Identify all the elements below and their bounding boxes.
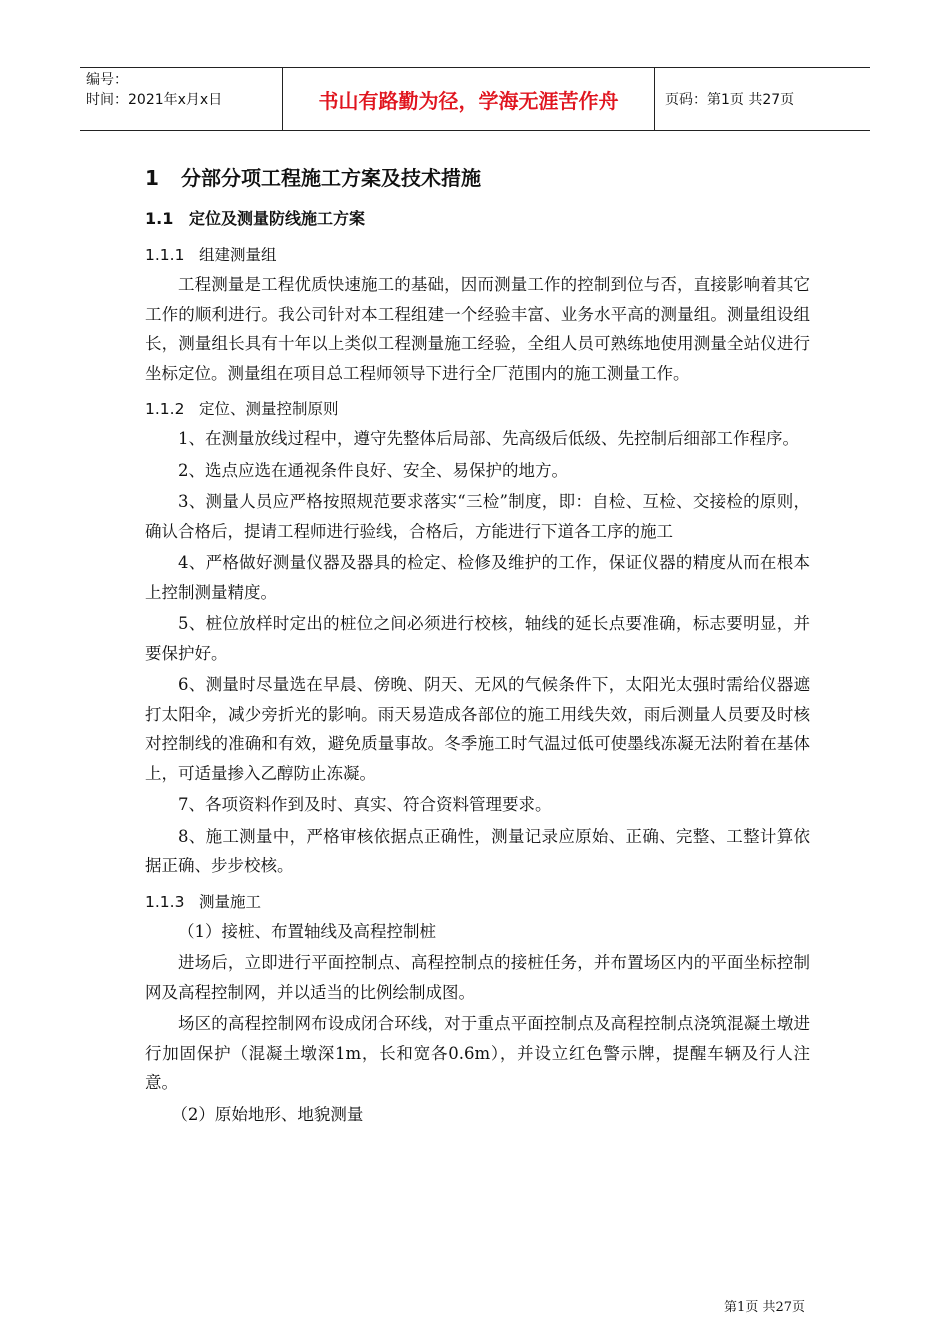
section-title: 定位、测量控制原则 xyxy=(199,400,339,418)
page-footer: 第1页 共27页 xyxy=(724,1300,805,1315)
principle-item: 1、在测量放线过程中，遵守先整体后局部、先高级后低级、先控制后细部工作程序。 xyxy=(178,429,799,448)
page-header xyxy=(80,67,870,131)
principle-item: 7、各项资料作到及时、真实、符合资料管理要求。 xyxy=(178,795,552,814)
header-page-number: 页码：第1页 共27页 xyxy=(665,92,795,108)
paragraph: 进场后，立即进行平面控制点、高程控制点的接桩任务，并布置场区内的平面坐标控制网及高程控制网，并以适当的比例绘制成图。 xyxy=(145,953,810,1002)
heading-level-1 xyxy=(145,160,810,196)
header-motto: 书山有路勤为径，学海无涯苦作舟 xyxy=(282,68,655,130)
heading-title: 分部分项工程施工方案及技术措施 xyxy=(181,166,481,190)
section-number: 1.1.2 xyxy=(145,400,185,418)
section-number: 1.1.3 xyxy=(145,892,185,911)
heading-title: 定位及测量防线施工方案 xyxy=(189,209,366,228)
section-number: 1.1.1 xyxy=(145,246,185,264)
heading-number: 1 xyxy=(145,166,159,190)
heading-number: 1.1 xyxy=(145,209,174,228)
subsection-title: （2）原始地形、地貌测量 xyxy=(171,1104,364,1124)
section-heading-1-1-3 xyxy=(145,887,810,917)
principle-item: 3、测量人员应严格按照规范要求落实“三检”制度，即：自检、互检、交接检的原则，确认合格后，提请工程师进行验线，合格后，方能进行下道各工序的施工 xyxy=(145,492,810,541)
paragraph: 场区的高程控制网布设成闭合环线，对于重点平面控制点及高程控制点浇筑混凝土墩进行加固保护（混凝土墩深1m，长和宽各0.6m），并设立红色警示牌，提醒车辆及行人注意。 xyxy=(145,1014,810,1092)
section-heading-1-1-1 xyxy=(145,240,810,270)
document-body xyxy=(145,160,810,1131)
section-heading-1-1-2 xyxy=(145,394,810,424)
principle-item: 2、选点应选在通视条件良好、安全、易保护的地方。 xyxy=(178,460,568,480)
document-time-label: 时间：2021年x月x日 xyxy=(86,92,223,108)
section-title: 组建测量组 xyxy=(199,246,277,264)
principle-item: 8、施工测量中，严格审核依据点正确性，测量记录应原始、正确、完整、工整计算依据正确、步步校核。 xyxy=(145,826,810,875)
header-meta xyxy=(80,68,282,130)
document-number-label: 编号： xyxy=(86,72,128,88)
principle-item: 5、桩位放样时定出的桩位之间必须进行校核，轴线的延长点要准确，标志要明显，并要保护好。 xyxy=(145,614,810,663)
section-title: 测量施工 xyxy=(199,892,262,911)
principle-item: 4、严格做好测量仪器及器具的检定、检修及维护的工作，保证仪器的精度从而在根本上控制测量精度。 xyxy=(145,553,810,602)
principle-item: 6、测量时尽量选在早晨、傍晚、阴天、无风的气候条件下，太阳光太强时需给仪器遮打太阳伞，减少旁折光的影响。雨天易造成各部位的施工用线失效，雨后测量人员要及时核对控制线的准确和有效，避免质量事故。冬季施工时气温过低可使墨线冻凝无法附着在基体上，可适量掺入乙醇防止冻凝。 xyxy=(145,675,810,783)
subsection-title: （1）接桩、布置轴线及高程控制桩 xyxy=(178,921,436,941)
heading-level-2 xyxy=(145,204,810,234)
paragraph: 工程测量是工程优质快速施工的基础，因而测量工作的控制到位与否，直接影响着其它工作的顺利进行。我公司针对本工程组建一个经验丰富、业务水平高的测量组。测量组设组长，测量组长具有十年以上类似工程测量施工经验，全组人员可熟练地使用测量全站仪进行坐标定位。测量组在项目总工程师领导下进行全厂范围内的施工测量工作。 xyxy=(145,275,810,383)
